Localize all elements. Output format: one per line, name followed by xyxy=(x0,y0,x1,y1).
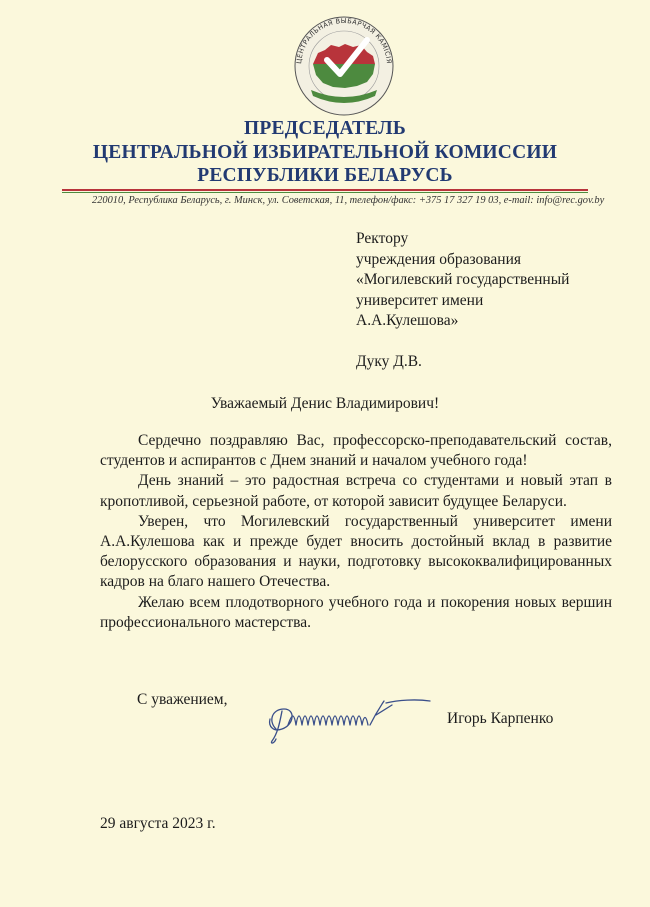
letterhead-red-rule xyxy=(62,189,588,191)
letterhead-title-line2: ЦЕНТРАЛЬНОЙ ИЗБИРАТЕЛЬНОЙ КОМИССИИ xyxy=(92,142,558,163)
body-paragraph: Уверен, что Могилевский государственный университет имени А.А.Кулешова как и прежде будет вносить достойный вклад в развитие белорусского образования и науки, подготовку высококвалифицированных кадров на благо нашего Отечества. xyxy=(100,512,612,591)
recipient-line: университет имени xyxy=(356,291,484,309)
greeting: Уважаемый Денис Владимирович! xyxy=(210,395,440,412)
letterhead-green-rule xyxy=(62,192,588,193)
recipient-line: учреждения образования xyxy=(356,250,522,268)
letter-body xyxy=(100,431,612,633)
body-paragraph: Желаю всем плодотворного учебного года и покорения новых вершин профессионального мастерства. xyxy=(100,593,612,631)
recipient-line: «Могилевский государственный xyxy=(356,271,570,288)
recipient-line: А.А.Кулешова» xyxy=(356,312,459,329)
election-commission-emblem xyxy=(287,12,401,116)
body-paragraph: День знаний – это радостная встреча со студентами и новый этап в кропотливой, серьезной работе, от которой зависит будущее Беларуси. xyxy=(100,472,612,510)
recipient-block xyxy=(356,229,569,372)
body-paragraph: Сердечно поздравляю Вас, профессорско-преподавательский состав, студентов и аспирантов с Днем знаний и началом учебного года! xyxy=(100,432,612,470)
recipient-name: Дуку Д.В. xyxy=(356,352,422,370)
emblem-arc-text: ЦЕНТРАЛЬНАЯ ВЫБАРЧАЯ КАМІСІЯ xyxy=(294,17,393,65)
letterhead-title-line1: ПРЕДСЕДАТЕЛЬ xyxy=(244,118,406,139)
letterhead-address: 220010, Республика Беларусь, г. Минск, ул. Советская, 11, телефон/факс: +375 17 327 19 03, e-mail: info@rec.gov.by xyxy=(92,195,605,206)
closing: С уважением, xyxy=(137,691,228,708)
signer-name: Игорь Карпенко xyxy=(447,710,554,727)
letterhead-title-line3: РЕСПУБЛИКИ БЕЛАРУСЬ xyxy=(197,165,453,186)
letter-date: 29 августа 2023 г. xyxy=(100,815,216,832)
recipient-line: Ректору xyxy=(356,230,409,247)
handwritten-signature xyxy=(258,695,438,745)
